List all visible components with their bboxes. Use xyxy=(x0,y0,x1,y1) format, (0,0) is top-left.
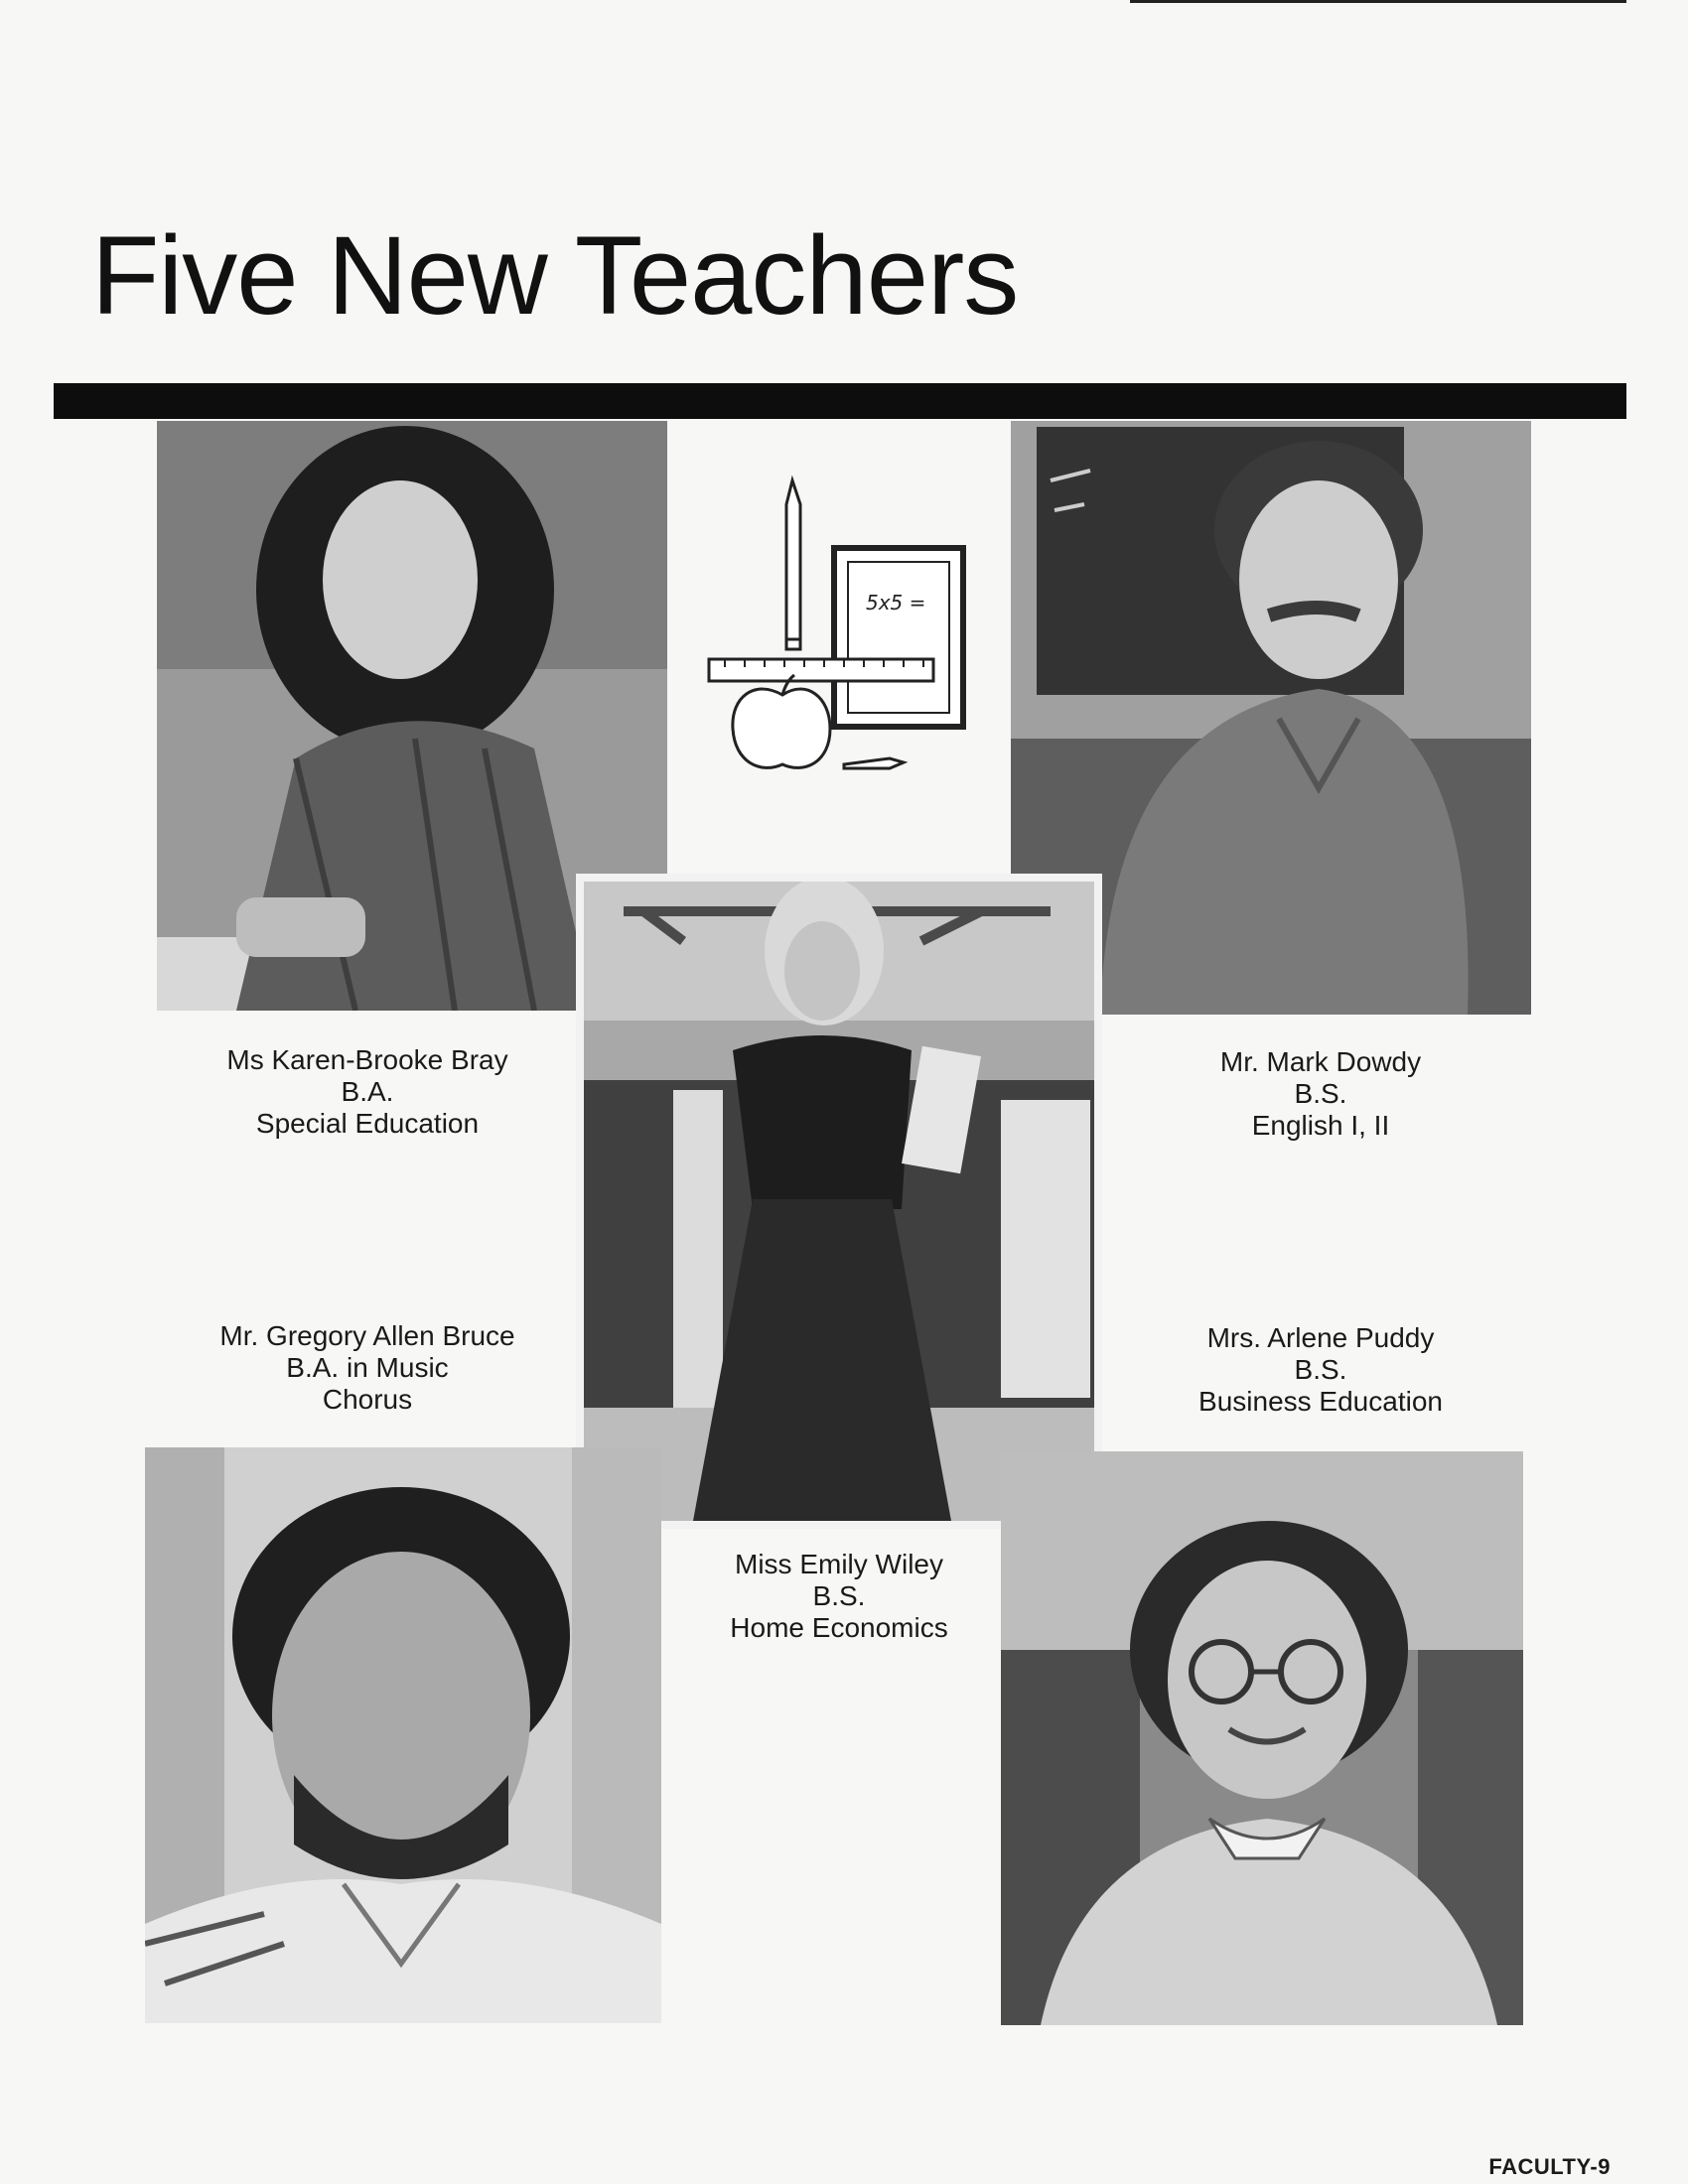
teacher-name: Mr. Mark Dowdy xyxy=(1219,1046,1422,1077)
teacher-name: Ms Karen-Brooke Bray xyxy=(226,1044,508,1075)
title-bar xyxy=(54,383,1626,419)
caption-emily-wiley xyxy=(645,1549,1033,1644)
pencil-icon xyxy=(786,480,800,649)
teacher-degree: B.S. xyxy=(1294,1354,1347,1385)
photo-emily-wiley xyxy=(576,874,1102,1529)
photo-gregory-allen-bruce xyxy=(145,1447,661,2023)
teacher-name: Mr. Gregory Allen Bruce xyxy=(219,1320,515,1351)
teacher-subject: Special Education xyxy=(255,1108,480,1139)
teacher-subject: Business Education xyxy=(1198,1386,1443,1417)
photo-arlene-puddy xyxy=(1001,1451,1523,2025)
teacher-degree: B.S. xyxy=(812,1580,866,1611)
school-supplies-illustration xyxy=(695,475,983,792)
apple-icon xyxy=(733,675,830,767)
pen-nib-icon xyxy=(844,758,904,768)
teacher-degree: B.S. xyxy=(1294,1078,1347,1109)
teacher-subject: Chorus xyxy=(322,1384,413,1415)
teacher-degree: B.A. in Music xyxy=(286,1352,449,1383)
caption-arlene-puddy xyxy=(1122,1322,1519,1418)
ruler-icon xyxy=(709,659,933,681)
teacher-name: Mrs. Arlene Puddy xyxy=(1206,1322,1435,1353)
teacher-name: Miss Emily Wiley xyxy=(735,1549,943,1579)
caption-karen-brooke-bray xyxy=(159,1044,576,1140)
top-rule xyxy=(1130,0,1626,3)
caption-mark-dowdy xyxy=(1122,1046,1519,1142)
chalkboard-text: 5x5 = xyxy=(866,591,926,614)
chalkboard-icon xyxy=(834,548,963,727)
teacher-subject: Home Economics xyxy=(730,1612,948,1643)
page-title: Five New Teachers xyxy=(91,213,1019,338)
page-folio: FACULTY-9 xyxy=(1488,2154,1611,2179)
teacher-subject: English I, II xyxy=(1251,1110,1390,1141)
caption-gregory-allen-bruce xyxy=(159,1320,576,1416)
teacher-degree: B.A. xyxy=(341,1076,394,1107)
